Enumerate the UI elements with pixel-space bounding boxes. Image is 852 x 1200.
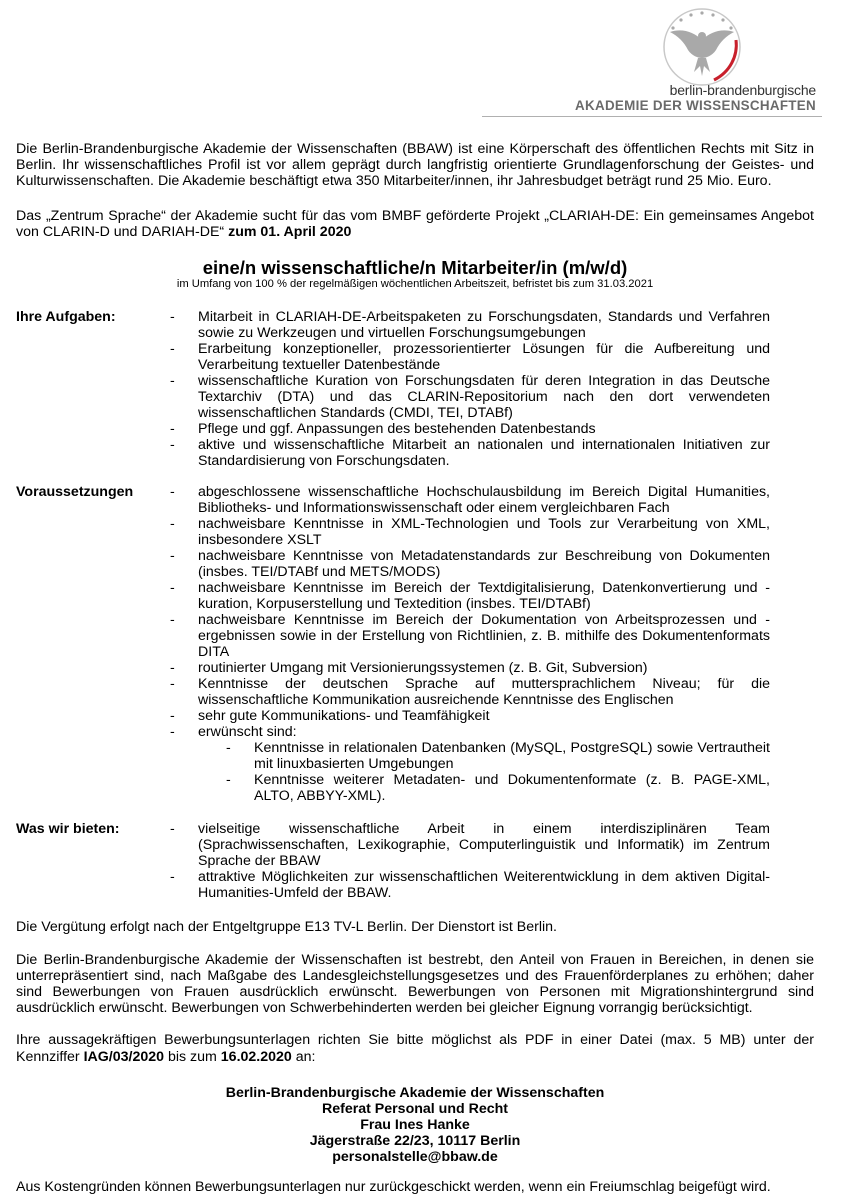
sub-list	[198, 740, 770, 804]
list-item: - sehr gute Kommunikations- und Teamfähigkeit	[170, 708, 490, 724]
logo-divider	[482, 116, 822, 117]
contact-dept: Referat Personal und Recht	[321, 1101, 509, 1117]
section-label: Ihre Aufgaben:	[16, 309, 116, 325]
position-subtitle: im Umfang von 100 % der regelmäßigen wöchentlichen Arbeitszeit, befristet bis zum 31.03.2021	[176, 278, 654, 290]
contact-address	[16, 1085, 814, 1165]
list-item: - wissenschaftliche Kuration von Forschungsdaten für deren Integration in das Deutsche Textarchiv (DTA) und das CLARIN-Repositorium nach den dort verwendeten wissenschaftlichen Standards (CMDI, TEI, DTABf)	[170, 373, 770, 421]
list-item: - Kenntnisse weiterer Metadaten- und Dokumentenformate (z. B. PAGE-XML, ALTO, ABBYY-XML).	[226, 772, 770, 804]
footer-note: Aus Kostengründen können Bewerbungsunterlagen nur zurückgeschickt werden, wenn ein Freiumschlag beigefügt wird.	[16, 1179, 771, 1195]
task-list	[170, 309, 770, 469]
list-item: - Pflege und ggf. Anpassungen des bestehenden Datenbestands	[170, 421, 596, 437]
requirement-list	[170, 484, 770, 804]
intro-paragraph: Die Berlin-Brandenburgische Akademie der Wissenschaften (BBAW) ist eine Körperschaft des öffentlichen Rechts mit Sitz in Berlin. Ihr wissenschaftliches Profil ist vor allem geprägt durch langfristig orientierte Grundlagenforschung der Geistes- und Kulturwissenschaften. Die Akademie beschäftigt etwa 350 Mitarbeiter/innen, ihr Jahresbudget beträgt rund 25 Mio. Euro.	[16, 141, 814, 189]
deadline-date: 16.02.2020	[220, 1049, 292, 1065]
list-item: - Kenntnisse der deutschen Sprache auf muttersprachlichem Niveau; für die wissenschaftliche Kommunikation ausreichende Kenntnisse des Englischen	[170, 676, 770, 708]
list-item: - Erarbeitung konzeptioneller, prozessorientierter Lösungen für die Aufbereitung und Verarbeitung textueller Datenbestände	[170, 341, 770, 373]
start-date: zum 01. April 2020	[228, 224, 352, 240]
list-item: - routinierter Umgang mit Versionierungssystemen (z. B. Git, Subversion)	[170, 660, 648, 676]
contact-person: Frau Ines Hanke	[360, 1117, 470, 1133]
contact-org: Berlin-Brandenburgische Akademie der Wissenschaften	[225, 1085, 605, 1101]
eagle-seal-icon	[648, 6, 756, 88]
logo-name-line2: AKADEMIE DER WISSENSCHAFTEN	[575, 98, 816, 113]
list-item: - Mitarbeit in CLARIAH-DE-Arbeitspaketen zu Forschungsdaten, Standards und Verfahren sowie zu Werkzeugen und virtuellen Forschungsumgebungen	[170, 309, 770, 341]
list-item: - vielseitige wissenschaftliche Arbeit in einem interdisziplinären Team (Sprachwissenschaften, Lexikographie, Computerlinguistik und Informatik) im Zentrum Sprache der BBAW	[170, 821, 770, 869]
offer-list	[170, 821, 770, 901]
application-paragraph: Ihre aussagekräftigen Bewerbungsunterlagen richten Sie bitte möglichst als PDF in einer Datei (max. 5 MB) unter der Kennziffer IAG/03/2020 bis zum 16.02.2020 an:	[16, 1032, 814, 1065]
logo	[482, 6, 822, 111]
list-item: - nachweisbare Kenntnisse im Bereich der Dokumentation von Arbeitsprozessen und -ergebnissen sowie in der Erstellung von Richtlinien, z. B. mithilfe des Dokumentenformats DITA	[170, 612, 770, 660]
logo-name-line1: berlin-brandenburgische	[669, 82, 816, 98]
equality-paragraph: Die Berlin-Brandenburgische Akademie der Wissenschaften ist bestrebt, den Anteil von Frauen in Bereichen, in denen sie unterrepräsentiert sind, nach Maßgabe des Landesgleichstellungsgesetzes und des Frauenförderplanes zu erhöhen; daher sind Bewerbungen von Frauen ausdrücklich erwünscht. Bewerbungen von Personen mit Migrationshintergrund sind ausdrücklich erwünscht. Bewerbungen von Schwerbehinderten werden bei gleicher Eignung vorrangig berücksichtigt.	[16, 952, 814, 1016]
list-item: - nachweisbare Kenntnisse im Bereich der Textdigitalisierung, Datenkonvertierung und -kuration, Korpuserstellung und Textedition (insbes. TEI/DTABf)	[170, 580, 770, 612]
list-item: - erwünscht sind: - Kenntnisse in relationalen Datenbanken (MySQL, PostgreSQL) sowie Vertrautheit mit linuxbasierten Umgebungen - Kenntnisse weiterer Metadaten- und Dokumentenformate (z. B. PAGE-XML, ALTO, ABBYY-XML).	[170, 724, 770, 804]
list-item: - nachweisbare Kenntnisse von Metadatenstandards zur Beschreibung von Dokumenten (insbes. TEI/DTABf und METS/MODS)	[170, 548, 770, 580]
project-paragraph	[16, 208, 814, 240]
list-item: - aktive und wissenschaftliche Mitarbeit an nationalen und internationalen Initiativen zur Standardisierung von Forschungsdaten.	[170, 437, 770, 469]
section-label: Voraussetzungen	[16, 484, 134, 500]
reference-code: IAG/03/2020	[83, 1049, 165, 1065]
position-title: eine/n wissenschaftliche/n Mitarbeiter/in (m/w/d)	[202, 257, 628, 278]
contact-email[interactable]: personalstelle@bbaw.de	[332, 1149, 498, 1165]
list-item: - abgeschlossene wissenschaftliche Hochschulausbildung im Bereich Digital Humanities, Bibliotheks- und Informationswissenschaft oder einem vergleichbaren Fach	[170, 484, 770, 516]
contact-street: Jägerstraße 22/23, 10117 Berlin	[309, 1133, 521, 1149]
salary-paragraph: Die Vergütung erfolgt nach der Entgeltgruppe E13 TV-L Berlin. Der Dienstort ist Berlin.	[16, 919, 557, 935]
list-item: - Kenntnisse in relationalen Datenbanken (MySQL, PostgreSQL) sowie Vertrautheit mit linuxbasierten Umgebungen	[226, 740, 770, 772]
list-item: - attraktive Möglichkeiten zur wissenschaftlichen Weiterentwicklung in dem aktiven Digital-Humanities-Umfeld der BBAW.	[170, 869, 770, 901]
project-text: Das „Zentrum Sprache“ der Akademie sucht für das vom BMBF geförderte Projekt „CLARIAH-DE: Ein gemeinsames Angebot von CLARIN-D und DARIAH-DE“	[16, 208, 814, 240]
section-label: Was wir bieten:	[16, 821, 120, 837]
list-item: - nachweisbare Kenntnisse in XML-Technologien und Tools zur Verarbeitung von XML, insbesondere XSLT	[170, 516, 770, 548]
